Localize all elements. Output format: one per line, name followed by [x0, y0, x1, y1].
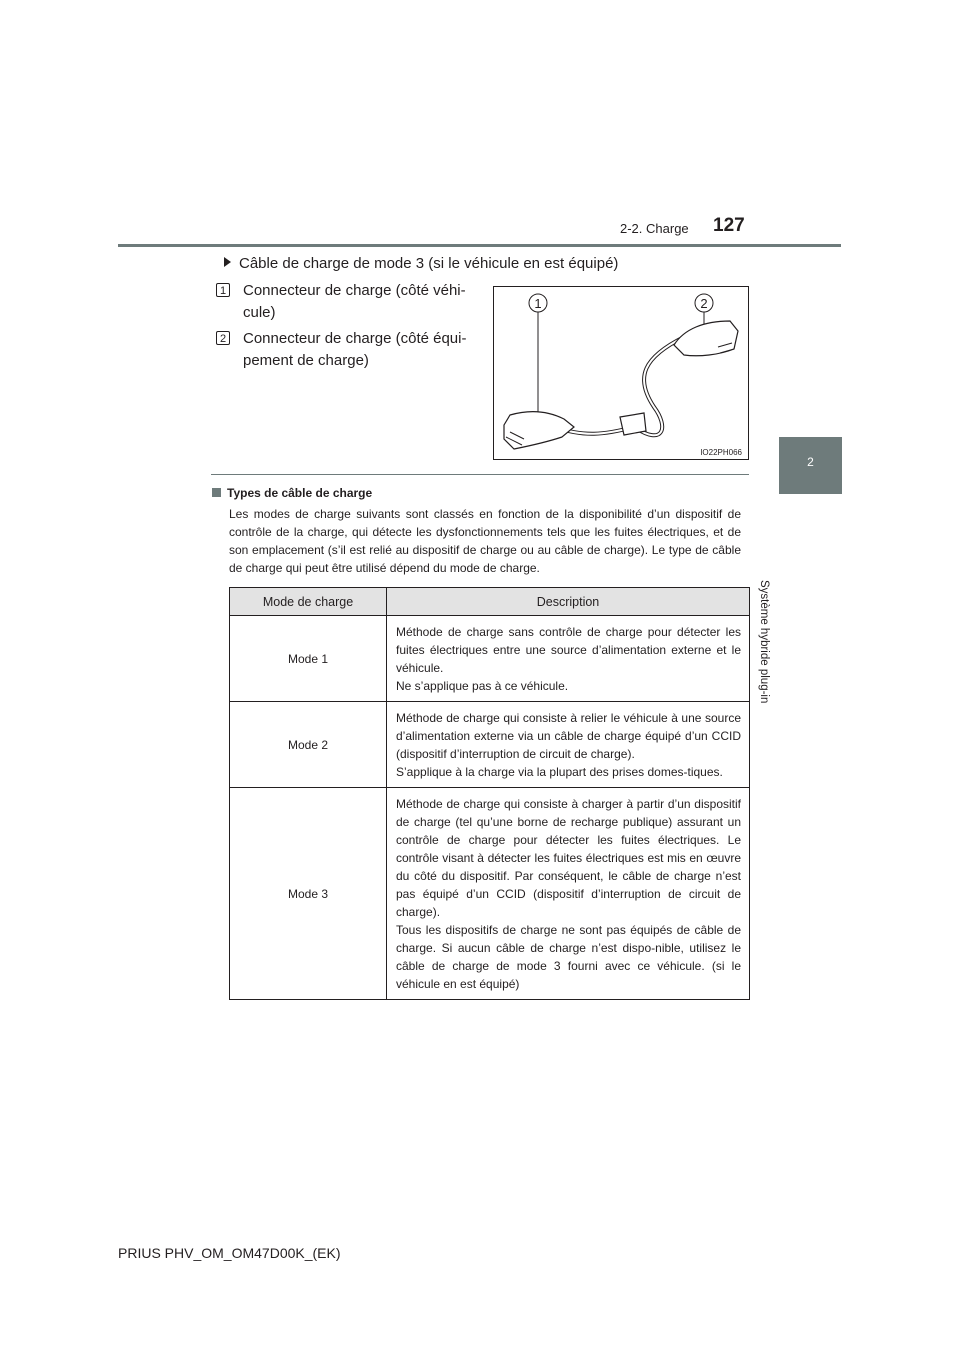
- table-row: [230, 788, 750, 1000]
- description-cell: Méthode de charge sans contrôle de charge pour détecter les fuites électriques entre une source d’alimentation externe et le véhicule. Ne s’applique pas à ce véhicule.: [387, 616, 750, 702]
- description-cell: Méthode de charge qui consiste à charger à partir d’un dispositif de charge (tel qu’une borne de recharge publique) assurant un contrôle de charge pour détecter les fuites électriques. Le contrôle visant à détecter les fuites électriques est mis en œuvre du côté du dispositif. Par conséquent, le câble de charge n’est pas équipé d’un CCID (dispositif d’interruption de circuit de charge). Tous les dispositifs de charge ne sont pas équipés de câble de charge. Si aucun câble de charge n’est dispo-nible, utilisez le câble de charge de mode 3 fourni avec ce véhicule. (si le véhicule en est équipé): [387, 788, 750, 1000]
- callout-number-2: 2: [216, 331, 230, 345]
- triangle-bullet-icon: [224, 257, 231, 267]
- charging-cable-illustration: [493, 286, 749, 460]
- mode-cell: Mode 1: [230, 616, 387, 702]
- figure-label-1: 1: [534, 296, 542, 311]
- table-header-row: [230, 588, 750, 616]
- table-row: [230, 702, 750, 788]
- sub-heading: [224, 255, 618, 272]
- figure-code: IO22PH066: [700, 448, 742, 457]
- charging-cable-icon: [494, 287, 748, 459]
- document-code-footer: PRIUS PHV_OM_OM47D00K_(EK): [118, 1245, 341, 1261]
- square-bullet-icon: [212, 488, 221, 497]
- mode-cell: Mode 2: [230, 702, 387, 788]
- description-cell: Méthode de charge qui consiste à relier le véhicule à une source d’alimentation externe via un câble de charge équipé d’un CCID (dispositif d’interruption de circuit de charge). S’applique à la charge via la plupart des prises domes-tiques.: [387, 702, 750, 788]
- section-title: 2-2. Charge: [620, 221, 689, 236]
- column-header-mode: Mode de charge: [230, 588, 387, 616]
- chapter-tab: [779, 437, 842, 494]
- figure-label-2: 2: [700, 296, 708, 311]
- page-number: 127: [713, 215, 745, 236]
- section-heading: [212, 486, 372, 500]
- header-divider: [118, 244, 841, 247]
- sub-heading-text: Câble de charge de mode 3 (si le véhicule en est équipé): [239, 255, 619, 272]
- chapter-title-vertical: Système hybride plug-in: [758, 580, 770, 704]
- callout-text-2: Connecteur de charge (côté équi- pement de charge): [243, 330, 467, 369]
- callout-number-1: 1: [216, 283, 230, 297]
- section-body: Les modes de charge suivants sont classés en fonction de la disponibilité d’un dispositif de contrôle de la charge, qui détecte les dysfonctionnements tels que les fuites électriques, et de son emplacement (s’il est relié au dispositif de charge ou au câble de charge). Le type de câble de charge qui peut être utilisé dépend du mode de charge.: [229, 507, 741, 575]
- charge-mode-table: [229, 587, 750, 1000]
- chapter-number: 2: [807, 455, 814, 469]
- table-row: [230, 616, 750, 702]
- mode-cell: Mode 3: [230, 788, 387, 1000]
- callout-text-1: Connecteur de charge (côté véhi- cule): [243, 282, 466, 321]
- section-heading-text: Types de câble de charge: [227, 486, 373, 500]
- section-divider: [211, 474, 749, 475]
- column-header-description: Description: [387, 588, 750, 616]
